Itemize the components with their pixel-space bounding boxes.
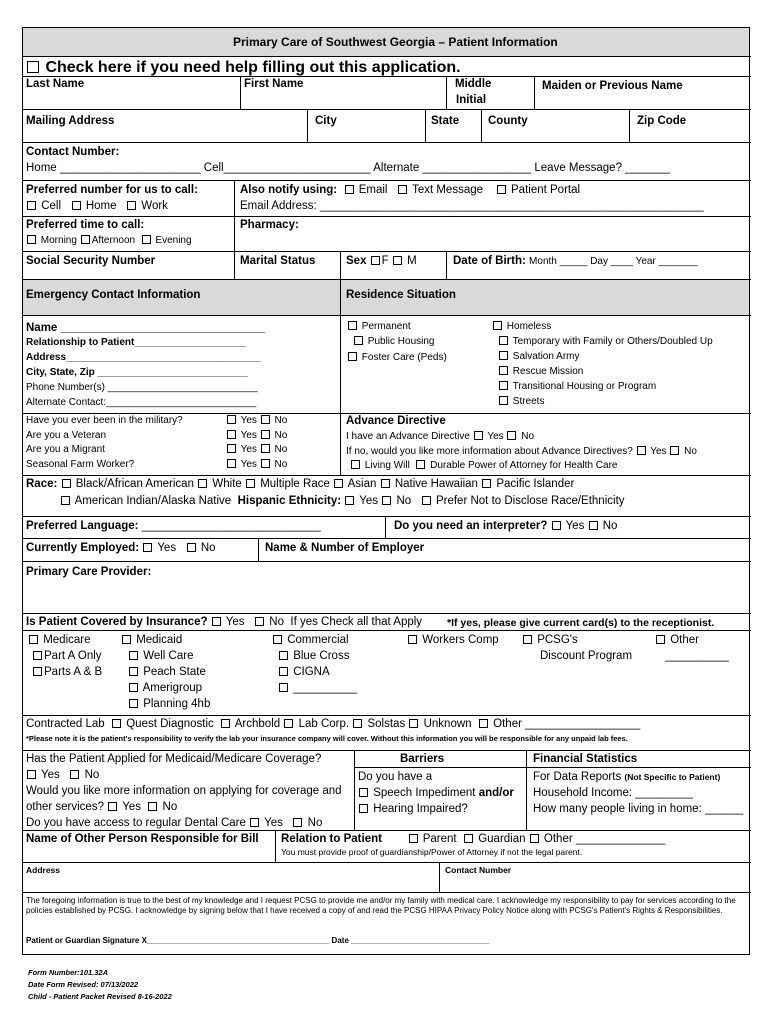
advance-directive-types: Living Will Durable Power of Attorney for Health Care — [350, 460, 617, 472]
emergency-address-field[interactable]: Address___________________________________ — [26, 352, 261, 363]
insurance-row: Is Patient Covered by Insurance? Yes No If yes Check all that Apply — [26, 616, 423, 628]
more-info-question: Would you like more information on applying for coverage and — [26, 785, 342, 797]
form-number: Form Number:101.32A — [28, 968, 109, 977]
dob-row[interactable]: Date of Birth: Month _____ Day ____ Year _______ — [453, 255, 698, 267]
insurance-other[interactable]: Other — [655, 634, 699, 647]
responsible-person-label: Name of Other Person Responsible for Bill — [26, 833, 259, 845]
migrant-question: Are you a Migrant — [26, 444, 105, 455]
durable-poa-checkbox[interactable] — [416, 460, 425, 469]
mailing-address-label: Mailing Address — [26, 115, 115, 127]
residence-rescue-mission[interactable]: Rescue Mission — [498, 366, 583, 378]
residence-permanent[interactable]: Permanent — [347, 321, 411, 333]
help-checkbox-row[interactable]: Check here if you need help filling out this application. — [26, 59, 461, 77]
residence-homeless[interactable]: Homeless — [492, 321, 551, 333]
signature-line[interactable]: Patient or Guardian Signature X_________________________________________ Date _______________________________ — [26, 936, 490, 945]
advance-directive-have: I have an Advance Directive Yes No — [346, 431, 535, 442]
county-label: County — [488, 115, 528, 127]
cell-checkbox[interactable] — [27, 201, 36, 210]
barriers-question: Do you have a — [358, 771, 433, 783]
residence-salvation-army[interactable]: Salvation Army — [498, 351, 579, 363]
residence-foster-care[interactable]: Foster Care (Peds) — [347, 352, 447, 364]
advance-directive-heading: Advance Directive — [346, 415, 446, 427]
employed-row: Currently Employed: Yes No — [26, 542, 216, 554]
race-row-2: American Indian/Alaska Native Hispanic Ethnicity: Yes No Prefer Not to Disclose Race/Ethnicity — [60, 495, 625, 508]
hearing-impaired[interactable]: Hearing Impaired? — [358, 803, 468, 816]
maiden-name-label: Maiden or Previous Name — [542, 80, 683, 92]
insurance-discount-program: Discount Program — [540, 650, 633, 662]
email-checkbox[interactable] — [345, 185, 354, 194]
military-question: Have you ever been in the military? — [26, 415, 183, 426]
marital-status-label: Marital Status — [240, 255, 316, 267]
sex-f-checkbox[interactable] — [371, 256, 380, 265]
insurance-other-blank[interactable]: __________ — [665, 650, 729, 662]
sex-row: Sex F M — [346, 255, 417, 267]
insurance-well-care[interactable]: Well Care — [128, 650, 193, 663]
advance-no-checkbox[interactable] — [507, 431, 516, 440]
advance-directive-info: If no, would you like more information about Advance Directives? Yes No — [346, 446, 697, 457]
help-checkbox[interactable] — [27, 61, 39, 73]
form-title: Primary Care of Southwest Georgia – Patient Information — [233, 35, 558, 49]
lab-note: *Please note it is the patient's responsibility to verify the lab your insurance company will cover. Without this information you will be responsible for any unpaid lab fees. — [26, 734, 628, 743]
afternoon-checkbox[interactable] — [81, 235, 90, 244]
text-message-checkbox[interactable] — [398, 185, 407, 194]
insurance-medicare[interactable]: Medicare — [28, 634, 91, 647]
living-will-checkbox[interactable] — [351, 460, 360, 469]
migrant-yes-no[interactable]: Yes No — [226, 444, 287, 456]
emergency-alternate-field[interactable]: Alternate Contact:___________________________ — [26, 397, 257, 408]
veteran-yes-no[interactable]: Yes No — [226, 430, 287, 442]
insurance-part-a[interactable]: Part A Only — [32, 650, 102, 663]
contact-number-label: Contact Number: — [26, 146, 120, 158]
preferred-time-options: Morning Afternoon Evening — [26, 235, 192, 247]
household-income-field[interactable]: Household Income: _________ — [533, 787, 693, 799]
morning-checkbox[interactable] — [27, 235, 36, 244]
more-info-answers: other services? Yes No — [26, 801, 178, 813]
dental-care-question: Do you have access to regular Dental Care Yes No — [26, 817, 323, 829]
evening-checkbox[interactable] — [142, 235, 151, 244]
work-checkbox[interactable] — [127, 201, 136, 210]
consent-statement: The foregoing information is true to the best of my knowledge and I request PCSG to provide me and/or my family with medical care. I acknowledge my responsibility to pay for services according to the policies established by PCSG. I acknowledge by signing below that I have received a copy of and read the PCSG HIPAA Privacy Policy Notice along with PCSG's Patient's Rights & Responsibilities. — [26, 896, 736, 916]
pharmacy-label: Pharmacy: — [240, 219, 299, 231]
seasonal-yes-no[interactable]: Yes No — [226, 459, 287, 471]
primary-care-provider-label: Primary Care Provider: — [26, 566, 152, 578]
residence-transitional[interactable]: Transitional Housing or Program — [498, 381, 656, 393]
insurance-cigna[interactable]: CIGNA — [278, 666, 330, 679]
sex-m-checkbox[interactable] — [393, 256, 402, 265]
contracted-lab-row: Contracted Lab Quest Diagnostic Archbold Lab Corp. Solstas Unknown Other __________________ — [26, 718, 641, 730]
preferred-time-label: Preferred time to call: — [26, 219, 145, 231]
insurance-parts-ab[interactable]: Parts A & B — [32, 666, 102, 679]
insurance-pcsg[interactable]: PCSG's — [522, 634, 578, 647]
preferred-number-label: Preferred number for us to call: — [26, 184, 198, 196]
city-label: City — [315, 115, 337, 127]
residence-streets[interactable]: Streets — [498, 396, 544, 408]
medicaid-applied-question: Has the Patient Applied for Medicaid/Medicare Coverage? — [26, 753, 322, 765]
people-in-home-field[interactable]: How many people living in home: ______ — [533, 803, 744, 815]
insurance-planning[interactable]: Planning 4hb — [128, 698, 210, 711]
financial-heading: Financial Statistics — [533, 753, 638, 765]
home-checkbox[interactable] — [72, 201, 81, 210]
insurance-medicaid[interactable]: Medicaid — [121, 634, 182, 647]
responsible-contact-label: Contact Number — [445, 865, 512, 875]
middle-label: Middle — [455, 78, 492, 90]
military-yes-no[interactable]: Yes No — [226, 415, 287, 427]
emergency-contact-heading: Emergency Contact Information — [26, 289, 201, 301]
residence-public-housing[interactable]: Public Housing — [353, 336, 435, 348]
seasonal-question: Seasonal Farm Worker? — [26, 459, 135, 470]
state-label: State — [431, 115, 460, 127]
veteran-question: Are you a Veteran — [26, 430, 107, 441]
data-reports-label: For Data Reports (Not Specific to Patient) — [533, 771, 721, 783]
relationship-row: Relation to Patient Parent Guardian Other ______________ — [281, 833, 666, 845]
packet-revised: Child - Patient Packet Revised 8-16-2022 — [28, 992, 172, 1001]
last-name-label: Last Name — [26, 78, 85, 90]
guardianship-note: You must provide proof of guardianship/Power of Attorney if not the legal parent. — [281, 847, 583, 857]
emergency-relationship-field[interactable]: Relationship to Patient____________________ — [26, 337, 246, 348]
insurance-peach-state[interactable]: Peach State — [128, 666, 206, 679]
notify-row: Also notify using: Email Text Message Patient Portal — [240, 184, 581, 196]
preferred-language-row[interactable]: Preferred Language: ____________________________ — [26, 520, 321, 532]
insurance-commercial[interactable]: Commercial — [272, 634, 349, 647]
employer-label: Name & Number of Employer — [265, 542, 425, 554]
advance-yes-checkbox[interactable] — [474, 431, 483, 440]
first-name-label: First Name — [244, 78, 304, 90]
zip-code-label: Zip Code — [637, 115, 687, 127]
contact-number-line[interactable]: Home ______________________ Cell_______________________ Alternate _________________ Leave Message? _______ — [26, 162, 670, 174]
patient-portal-checkbox[interactable] — [497, 185, 506, 194]
emergency-name-field[interactable]: Name ________________________________ — [26, 322, 266, 334]
race-row-1: Race: Black/African American White Multiple Race Asian Native Hawaiian Pacific Islander — [26, 478, 575, 490]
insurance-other-commercial[interactable]: __________ — [278, 682, 357, 695]
interpreter-row: Do you need an interpreter? Yes No — [394, 520, 618, 532]
date-revised: Date Form Revised: 07/13/2022 — [28, 980, 139, 989]
medicaid-applied-answers: Yes No — [26, 769, 99, 782]
barriers-heading: Barriers — [400, 753, 445, 765]
receptionist-note: *If yes, please give current card(s) to the receptionist. — [447, 617, 715, 629]
insurance-blue-cross[interactable]: Blue Cross — [278, 650, 349, 663]
residence-temporary[interactable]: Temporary with Family or Others/Doubled Up — [498, 336, 713, 348]
insurance-workers-comp[interactable]: Workers Comp — [407, 634, 499, 647]
responsible-address-label: Address — [26, 865, 61, 875]
emergency-city-field[interactable]: City, State, Zip ___________________________ — [26, 367, 248, 378]
email-address-field[interactable]: Email Address: ____________________________________________________________ — [240, 200, 704, 212]
initial-label: Initial — [456, 94, 487, 106]
emergency-phone-field[interactable]: Phone Number(s) ___________________________ — [26, 382, 258, 393]
insurance-amerigroup[interactable]: Amerigroup — [128, 682, 202, 695]
speech-impediment[interactable]: Speech Impediment and/or — [358, 787, 514, 800]
residence-heading: Residence Situation — [346, 289, 456, 301]
ssn-label: Social Security Number — [26, 255, 156, 267]
preferred-number-options: Cell Home Work — [26, 200, 168, 213]
